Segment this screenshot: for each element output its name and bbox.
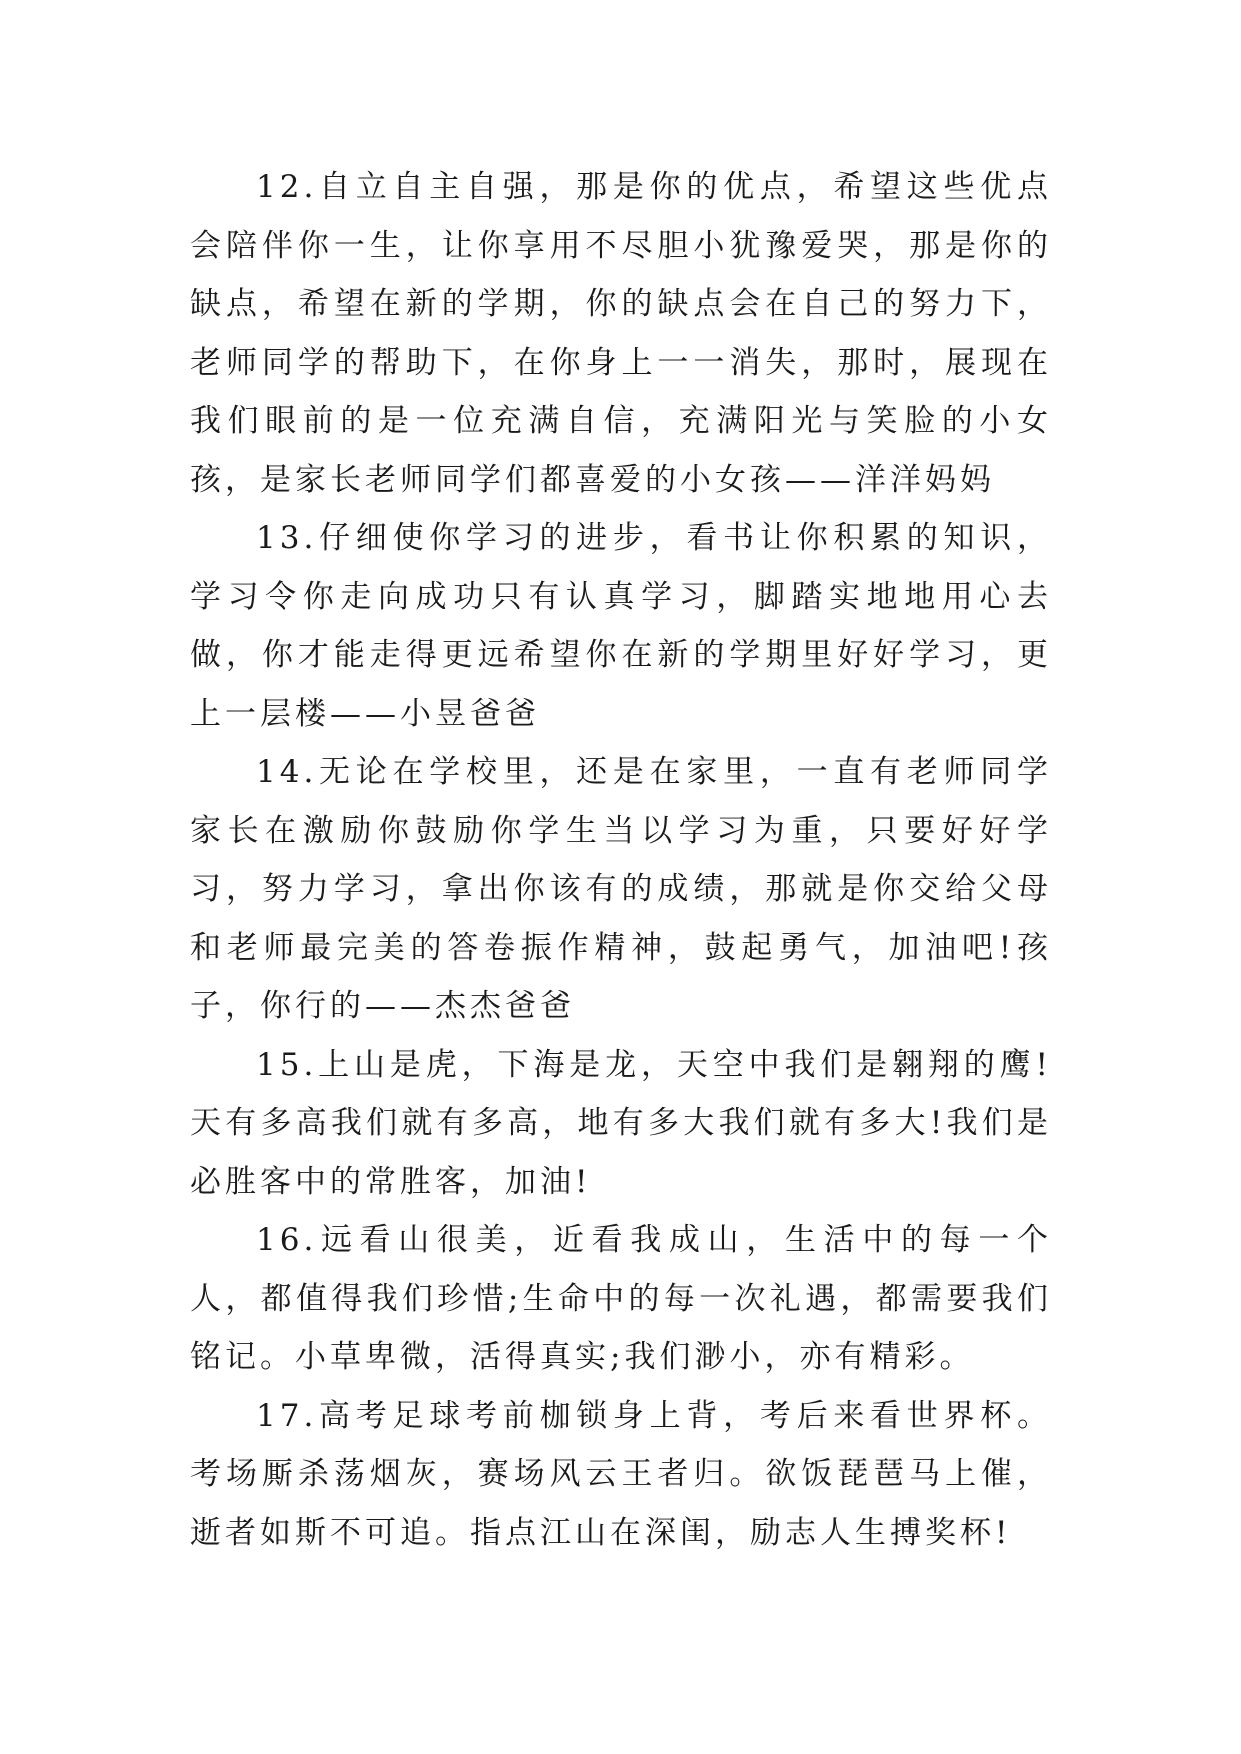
paragraph-12: 12.自立自主自强，那是你的优点，希望这些优点会陪伴你一生，让你享用不尽胆小犹豫爱哭，那是你的缺点，希望在新的学期，你的缺点会在自己的努力下，老师同学的帮助下，在你身上一一消失，那时，展现在我们眼前的是一位充满自信，充满阳光与笑脸的小女孩，是家长老师同学们都喜爱的小女孩——洋洋妈妈 [190, 169, 1052, 498]
paragraph-17: 17.高考足球考前枷锁身上背，考后来看世界杯。考场厮杀荡烟灰，赛场风云王者归。欲饭琵琶马上催，逝者如斯不可追。指点江山在深闺，励志人生搏奖杯! [190, 1397, 1052, 1551]
paragraph-16: 16.远看山很美，近看我成山，生活中的每一个人，都值得我们珍惜;生命中的每一次礼遇，都需要我们铭记。小草卑微，活得真实;我们渺小，亦有精彩。 [190, 1222, 1052, 1375]
paragraph-14: 14.无论在学校里，还是在家里，一直有老师同学家长在激励你鼓励你学生当以学习为重，只要好好学习，努力学习，拿出你该有的成绩，那就是你交给父母和老师最完美的答卷振作精神，鼓起勇气，加油吧!孩子，你行的——杰杰爸爸 [190, 754, 1052, 1024]
paragraph-13: 13.仔细使你学习的进步，看书让你积累的知识，学习令你走向成功只有认真学习，脚踏实地地用心去做，你才能走得更远希望你在新的学期里好好学习，更上一层楼——小昱爸爸 [190, 520, 1052, 732]
document-body [190, 158, 1052, 1562]
paragraph-15: 15.上山是虎，下海是龙，天空中我们是翱翔的鹰!天有多高我们就有多高，地有多大我们就有多大!我们是必胜客中的常胜客，加油! [190, 1046, 1052, 1200]
